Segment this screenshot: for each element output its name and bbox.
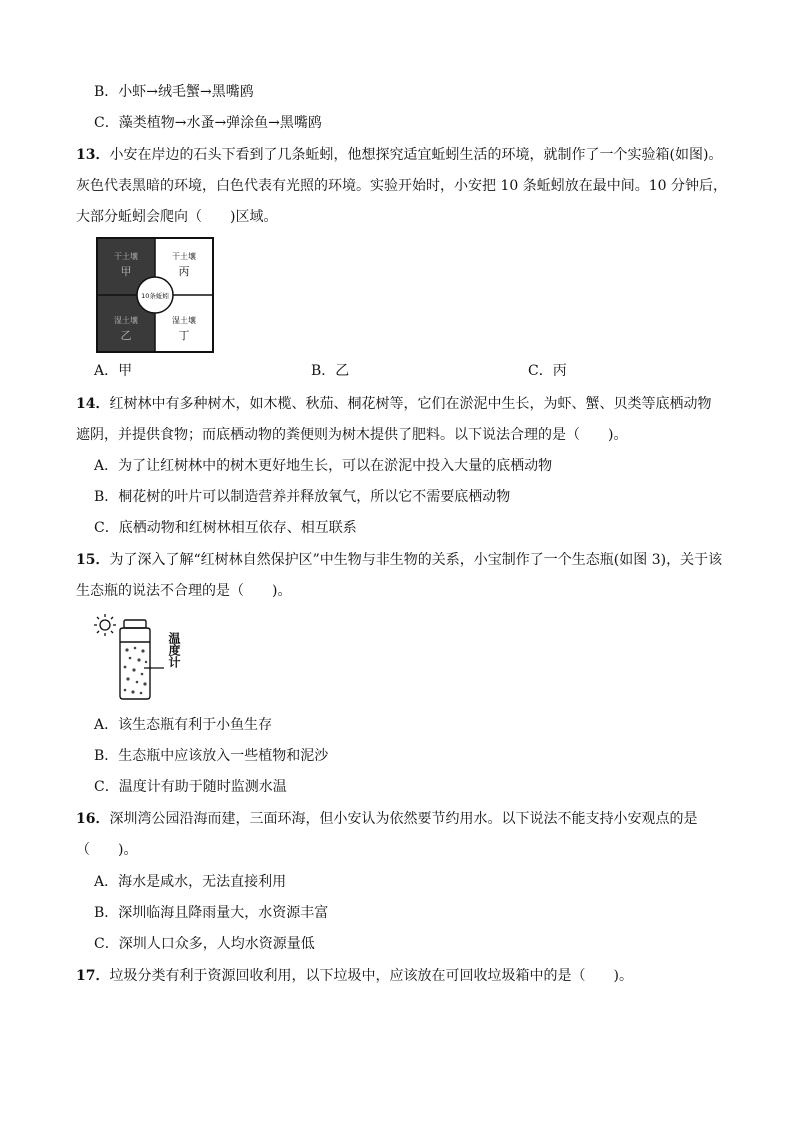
q13-fig-top-right-label: 丙 [178, 265, 190, 278]
q15-option-b: B．生态瓶中应该放入一些植物和泥沙 [94, 748, 329, 764]
q13-fig-top-left-soil: 干土壤 [114, 252, 138, 261]
q15-option-a: A．该生态瓶有利于小鱼生存 [94, 717, 273, 733]
q16-text-line2: （ )。 [76, 842, 138, 858]
q13-fig-top-right-soil: 干土壤 [172, 252, 196, 261]
q17-stem-line1 [76, 967, 633, 985]
q13-text-line3: 大部分蚯蚓会爬向（ )区域。 [76, 209, 278, 225]
q15-stem-line1 [76, 551, 722, 569]
q15-fig-label: 温度计 [167, 632, 181, 668]
q12-option-b: B．小虾→绒毛蟹→黑嘴鸥 [94, 84, 254, 100]
q14-option-b: B．桐花树的叶片可以制造营养并释放氧气，所以它不需要底栖动物 [94, 489, 511, 505]
q12-option-c: C．藻类植物→水蚤→弹涂鱼→黑嘴鸥 [94, 115, 322, 131]
q16-stem-line1 [76, 810, 697, 828]
q13-fig-bottom-left-soil: 湿土壤 [114, 316, 138, 325]
q13-text-line2: 灰色代表黑暗的环境，白色代表有光照的环境。实验开始时，小安把 10 条蚯蚓放在最中间。10 分钟后， [76, 178, 727, 194]
q13-stem-line1 [76, 146, 722, 164]
jar-icon [120, 620, 150, 699]
q17-number: 17． [76, 968, 110, 984]
q13-fig-bottom-left-label: 乙 [120, 329, 132, 342]
q13-option-c: C．丙 [528, 363, 567, 379]
q16-option-b: B．深圳临海且降雨量大，水资源丰富 [94, 905, 329, 921]
q17-text-line1: 垃圾分类有利于资源回收利用，以下垃圾中，应该放在可回收垃圾箱中的是（ )。 [109, 968, 633, 984]
q13-fig-bottom-right-soil: 湿土壤 [172, 316, 196, 325]
q14-option-a: A．为了让红树林中的树木更好地生长，可以在淤泥中投入大量的底栖动物 [94, 458, 553, 474]
q15-text-line2: 生态瓶的说法不合理的是（ )。 [76, 583, 292, 599]
q14-text-line1: 红树林中有多种树木，如木榄、秋茄、桐花树等，它们在淤泥中生长，为虾、蟹、贝类等底栖动物 [109, 396, 712, 412]
q13-experiment-box-figure [96, 237, 214, 353]
q13-fig-bottom-right-label: 丁 [178, 329, 190, 342]
q16-option-a: A．海水是咸水，无法直接利用 [94, 874, 287, 890]
q14-text-line2: 遮阴，并提供食物；而底栖动物的粪便则为树木提供了肥料。以下说法合理的是（ )。 [76, 427, 628, 443]
q13-option-a: A．甲 [94, 363, 133, 379]
q15-option-c: C．温度计有助于随时监测水温 [94, 779, 287, 795]
q16-text-line1: 深圳湾公园沿海而建，三面环海，但小安认为依然要节约用水。以下说法不能支持小安观点的是 [109, 811, 698, 827]
q13-fig-center: 10条蚯蚓 [141, 292, 169, 300]
q13-number: 13． [76, 147, 110, 163]
q13-option-b: B．乙 [311, 363, 350, 379]
q13-fig-top-left-label: 甲 [120, 265, 132, 278]
q16-number: 16． [76, 811, 110, 827]
q15-text-line1: 为了深入了解“红树林自然保护区”中生物与非生物的关系，小宝制作了一个生态瓶(如图 3)，关于该 [109, 552, 723, 568]
q14-option-c: C．底栖动物和红树林相互依存、相互联系 [94, 520, 357, 536]
q13-text-line1: 小安在岸边的石头下看到了几条蚯蚓，他想探究适宜蚯蚓生活的环境，就制作了一个实验箱(如图)。 [109, 147, 723, 163]
q14-stem-line1 [76, 395, 711, 413]
q16-option-c: C．深圳人口众多，人均水资源量低 [94, 936, 315, 952]
q14-number: 14． [76, 396, 110, 412]
sun-icon [94, 614, 116, 636]
q15-eco-bottle-figure [94, 612, 186, 702]
q15-number: 15． [76, 552, 110, 568]
